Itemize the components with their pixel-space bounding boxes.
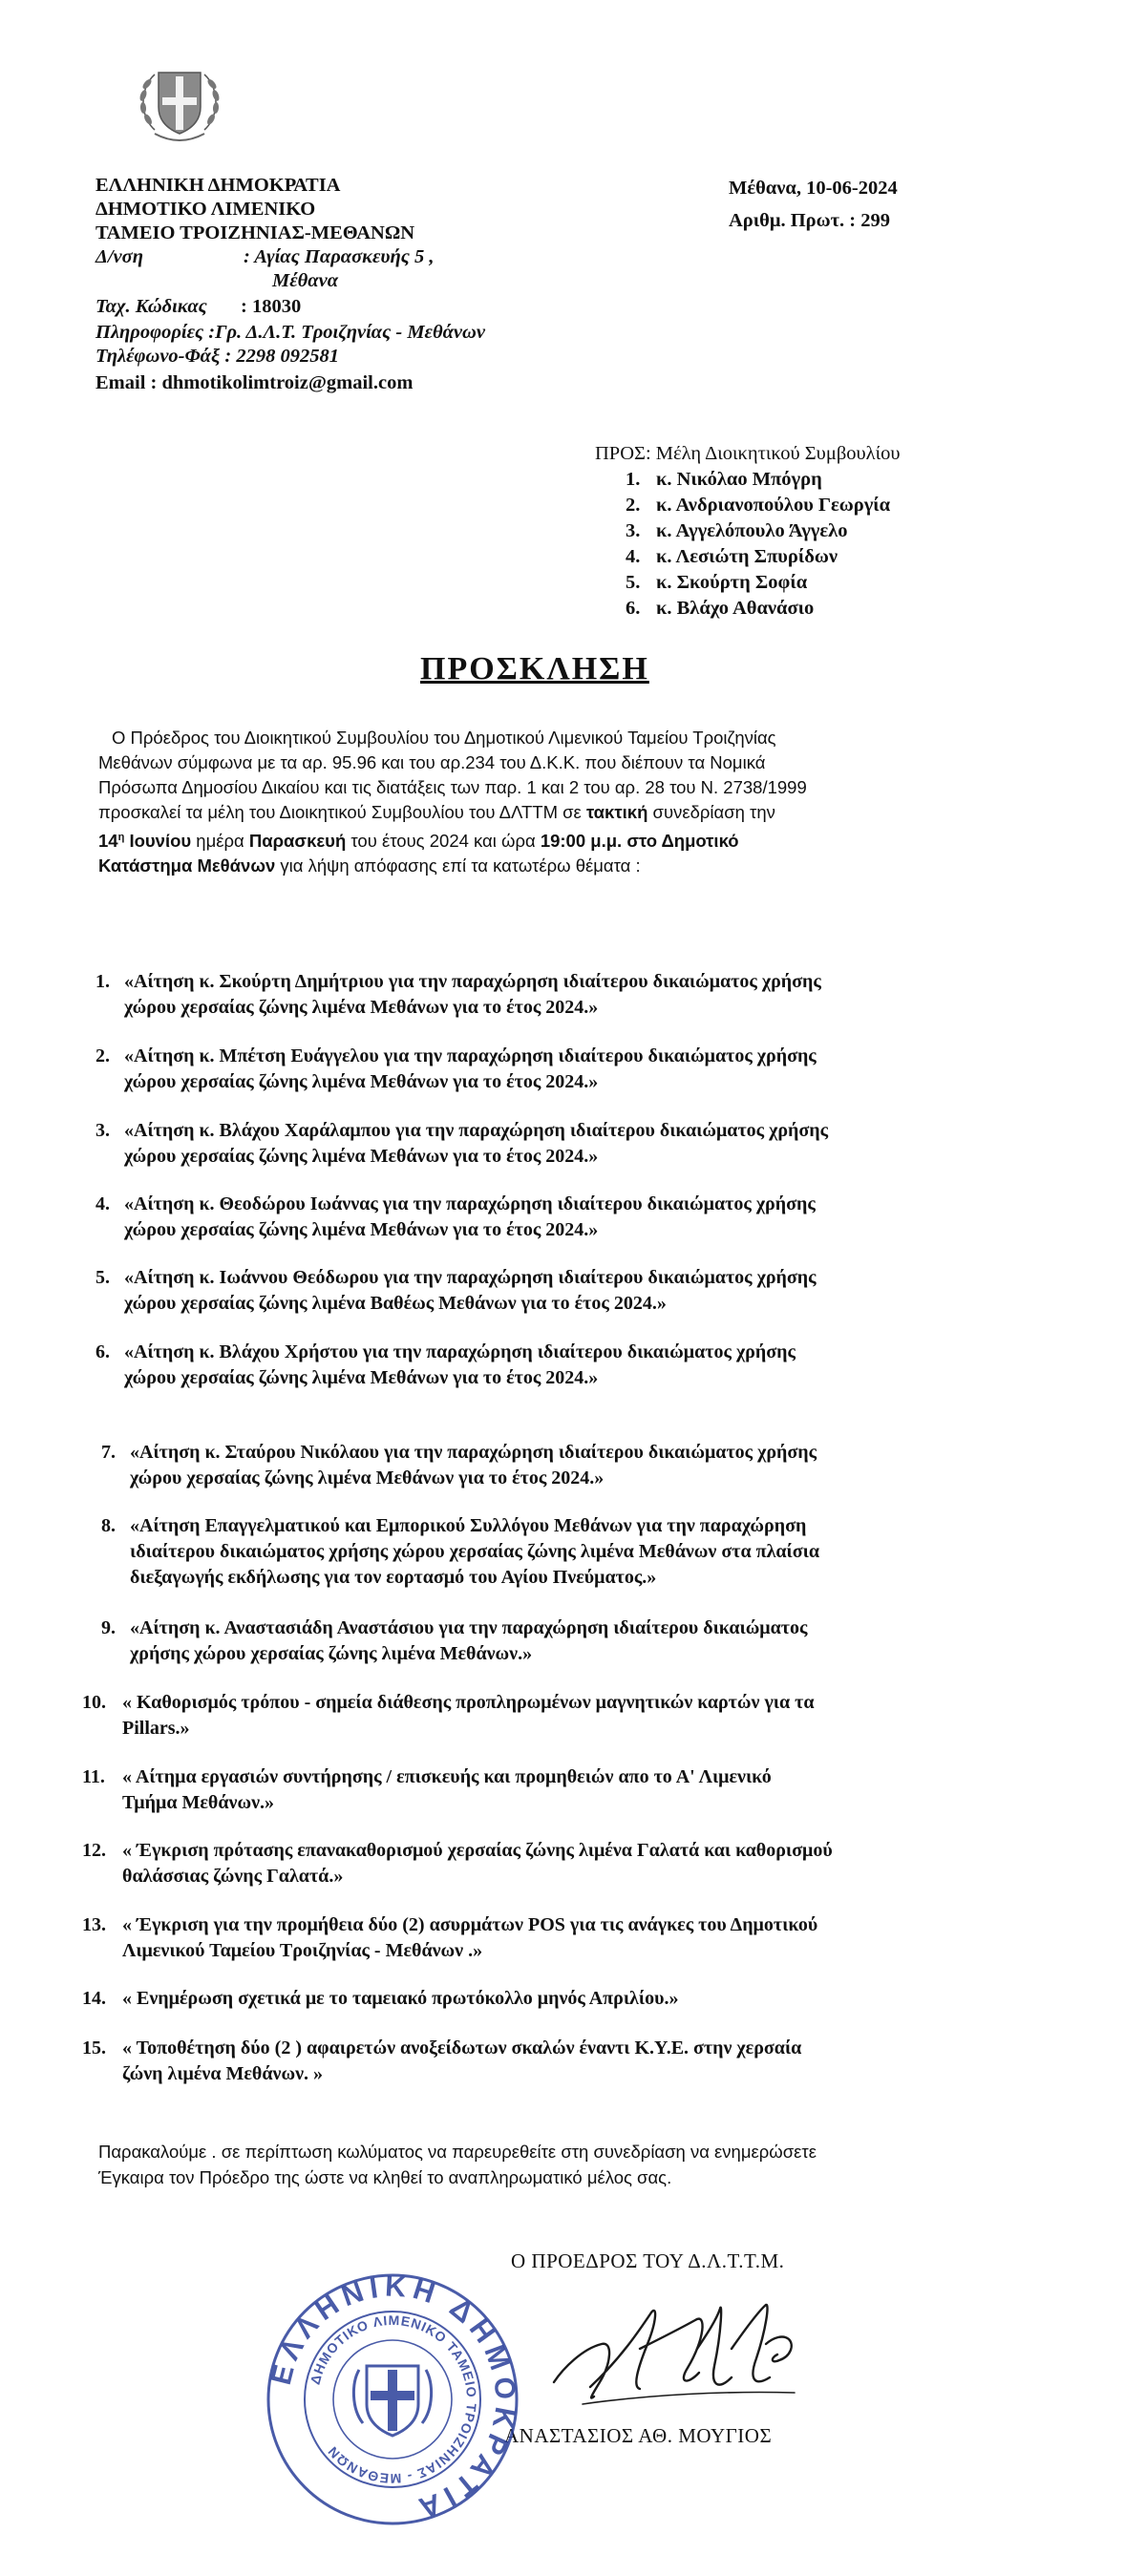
- document-title: ΠΡΟΣΚΛΗΣΗ: [420, 651, 649, 686]
- recipient-number: 1.: [626, 469, 641, 490]
- agenda-item-number: 12.: [82, 1840, 106, 1861]
- agenda-item-text: χώρου χερσαίας ζώνης λιμένα Μεθάνων για το έτος 2024.»: [124, 1219, 599, 1240]
- intro-text: συνεδρίαση την: [647, 802, 775, 822]
- meeting-time-place: 19:00 μ.μ. στο Δημοτικό: [540, 831, 739, 852]
- recipient-name: κ. Λεσιώτη Σπυρίδων: [656, 546, 838, 567]
- agenda-item-number: 11.: [82, 1766, 105, 1787]
- postal-value: : 18030: [241, 296, 302, 317]
- agenda-item-text: « Τοποθέτηση δύο (2 ) αφαιρετών ανοξείδωτων σκαλών έναντι Κ.Υ.Ε. στην χερσαία: [122, 2038, 802, 2059]
- agenda-item-text: Λιμενικού Ταμείου Τροιζηνίας - Μεθάνων .»: [122, 1940, 483, 1961]
- recipient-item: [626, 493, 1130, 518]
- agenda-item-text: ζώνη λιμένα Μεθάνων. »: [122, 2063, 324, 2084]
- recipient-number: 5.: [626, 572, 641, 593]
- agenda-item-text: χώρου χερσαίας ζώνης λιμένα Μεθάνων για το έτος 2024.»: [130, 1467, 605, 1489]
- agenda-item-text: « Έγκριση πρότασης επανακαθορισμού χερσαίας ζώνης λιμένα Γαλατά και καθορισμού: [122, 1840, 833, 1861]
- intro-line: Πρόσωπα Δημοσίου Δικαίου και τις διατάξεις των παρ. 1 και 2 του αρ. 28 του Ν. 2738/1999: [98, 777, 807, 797]
- agenda-item-number: 2.: [96, 1045, 110, 1066]
- address-label: Δ/νση: [96, 246, 143, 267]
- agenda-item: [101, 1513, 1085, 1596]
- recipients-block: [595, 441, 1130, 622]
- recipient-name: κ. Βλάχο Αθανάσιο: [656, 598, 815, 619]
- agenda-item-text: χρήσης χώρου χερσαίας ζώνης λιμένα Μεθάνων.»: [130, 1643, 533, 1664]
- signatory-role: Ο ΠΡΟΕΔΡΟΣ ΤΟΥ Δ.Λ.Τ.Τ.Μ.: [511, 2249, 785, 2272]
- org-name-line2: ΤΑΜΕΙΟ ΤΡΟΙΖΗΝΙΑΣ-ΜΕΘΑΝΩΝ: [96, 222, 415, 243]
- intro-line: [98, 825, 1063, 854]
- agenda-item-number: 10.: [82, 1692, 106, 1713]
- recipient-name: κ. Ανδριανοπούλου Γεωργία: [656, 495, 891, 516]
- recipient-name: κ. Σκούρτη Σοφία: [656, 572, 808, 593]
- intro-line: Μεθάνων σύμφωνα με τα αρ. 95.96 και του αρ.234 του Δ.Κ.Κ. που διέπουν τα Νομικά: [98, 752, 766, 772]
- agenda-item-text: χώρου χερσαίας ζώνης λιμένα Μεθάνων για το έτος 2024.»: [124, 1071, 599, 1092]
- agenda-item: [96, 1192, 1060, 1249]
- agenda-item-text: «Αίτηση κ. Σκούρτη Δημήτριου για την παραχώρηση ιδιαίτερου δικαιώματος χρήσης: [124, 971, 821, 992]
- recipient-name: κ. Νικόλαο Μπόγρη: [656, 469, 822, 490]
- agenda-item-number: 1.: [96, 971, 110, 992]
- recipient-name: κ. Αγγελόπουλο Άγγελο: [656, 520, 848, 541]
- country-name: ΕΛΛΗΝΙΚΗ ΔΗΜΟΚΡΑΤΙΑ: [96, 175, 341, 196]
- agenda-item-text: «Αίτηση κ. Βλάχου Χαράλαμπου για την παραχώρηση ιδιαίτερου δικαιώματος χρήσης: [124, 1120, 829, 1141]
- signatory-name: ΑΝΑΣΤΑΣΙΟΣ ΑΘ. ΜΟΥΓΙΟΣ: [504, 2424, 773, 2447]
- agenda-item-text: «Αίτηση Επαγγελματικού και Εμπορικού Συλλόγου Μεθάνων για την παραχώρηση: [130, 1515, 807, 1536]
- postal-label: Ταχ. Κώδικας: [96, 296, 207, 317]
- recipient-number: 4.: [626, 546, 641, 567]
- agenda-item-number: 4.: [96, 1193, 110, 1214]
- document-reference: [729, 172, 1111, 237]
- document-date: Μέθανα, 10-06-2024: [729, 178, 898, 199]
- recipient-item: [626, 596, 1130, 622]
- agenda-item-number: 8.: [101, 1515, 116, 1536]
- svg-text:ΕΛΛΗΝΙΚΗ ΔΗΜΟΚΡΑΤΙΑ: ΕΛΛΗΝΙΚΗ ΔΗΜΟΚΡΑΤΙΑ: [265, 2270, 521, 2525]
- agenda-item-text: ιδιαίτερου δικαιώματος χρήσης χώρου χερσαίας ζώνης λιμένα Μεθάνων στα πλαίσια: [130, 1541, 820, 1562]
- agenda-item-text: « Έγκριση για την προμήθεια δύο (2) ασυρμάτων POS για τις ανάγκες του Δημοτικού: [122, 1914, 818, 1935]
- email-line: Email : dhmotikolimtroiz@gmail.com: [96, 372, 414, 393]
- agenda-item: [96, 1118, 1060, 1175]
- agenda-item: [82, 1986, 1066, 2015]
- agenda-item: [96, 1044, 1060, 1101]
- agenda-item-text: χώρου χερσαίας ζώνης λιμένα Μεθάνων για το έτος 2024.»: [124, 1367, 599, 1388]
- agenda-item: [82, 1912, 1066, 1970]
- agenda-item: [82, 2036, 1066, 2093]
- agenda-item-text: «Αίτηση κ. Ιωάννου Θεόδωρου για την παραχώρηση ιδιαίτερου δικαιώματος χρήσης: [124, 1267, 817, 1288]
- agenda-item: [82, 1690, 1066, 1747]
- recipient-item: [626, 544, 1130, 570]
- agenda-item-text: χώρου χερσαίας ζώνης λιμένα Μεθάνων για το έτος 2024.»: [124, 997, 599, 1018]
- address-value: : Αγίας Παρασκευής 5 ,: [244, 246, 435, 267]
- intro-line: [98, 800, 1063, 825]
- address-city-row: [96, 269, 630, 295]
- agenda-item-number: 14.: [82, 1988, 106, 2009]
- address-city: Μέθανα: [272, 270, 339, 291]
- agenda-item: [82, 1764, 1066, 1822]
- coat-of-arms-emblem: [134, 59, 225, 164]
- agenda-item-number: 15.: [82, 2038, 106, 2059]
- agenda-item: [101, 1615, 1066, 1673]
- agenda-item-text: θαλάσσιας ζώνης Γαλατά.»: [122, 1866, 344, 1887]
- recipient-number: 3.: [626, 520, 641, 541]
- meeting-month: Ιουνίου: [124, 831, 192, 852]
- agenda-item-text: διεξαγωγής εκδήλωσης για τον εορτασμό του Αγίου Πνεύματος.»: [130, 1567, 657, 1588]
- agenda-item-text: χώρου χερσαίας ζώνης λιμένα Μεθάνων για το έτος 2024.»: [124, 1146, 599, 1167]
- svg-text:ΔΗΜΟΤΙΚΟ ΛΙΜΕΝΙΚΟ ΤΑΜΕΙΟ ΤΡΟΙΖ: ΔΗΜΟΤΙΚΟ ΛΙΜΕΝΙΚΟ ΤΑΜΕΙΟ ΤΡΟΙΖΗΝΙΑΣ - ΜΕΘΑΝΩΝ: [307, 2312, 480, 2487]
- agenda-item: [101, 1440, 1066, 1497]
- meeting-type: τακτική: [585, 802, 648, 822]
- intro-text: προσκαλεί τα μέλη του Διοικητικού Συμβουλίου του ΔΛΤΤΜ σε: [98, 802, 586, 822]
- intro-paragraph: [98, 726, 1063, 878]
- recipients-label: ΠΡΟΣ: Μέλη Διοικητικού Συμβουλίου: [595, 443, 901, 464]
- intro-text: ημέρα: [191, 831, 249, 852]
- meeting-day: 14: [98, 831, 118, 852]
- meeting-place: Κατάστημα Μεθάνων: [98, 855, 276, 876]
- postal-row: [96, 295, 630, 321]
- agenda-item-text: «Αίτηση κ. Σταύρου Νικόλαου για την παραχώρηση ιδιαίτερου δικαιώματος χρήσης: [130, 1442, 817, 1463]
- agenda-item-text: χώρου χερσαίας ζώνης λιμένα Βαθέως Μεθάνων για το έτος 2024.»: [124, 1293, 667, 1314]
- agenda-item-text: «Αίτηση κ. Θεοδώρου Ιωάννας για την παραχώρηση ιδιαίτερου δικαιώματος χρήσης: [124, 1193, 816, 1214]
- agenda-item-text: Τμήμα Μεθάνων.»: [122, 1792, 275, 1813]
- agenda-item-text: « Ενημέρωση σχετικά με το ταμειακό πρωτόκολλο μηνός Απριλίου.»: [122, 1988, 679, 2009]
- intro-text: του έτους 2024 και ώρα: [346, 831, 541, 852]
- agenda-item: [96, 1265, 1060, 1322]
- agenda-item-number: 13.: [82, 1914, 106, 1935]
- ordinal-suffix: η: [117, 832, 125, 843]
- meeting-weekday: Παρασκευή: [248, 831, 347, 852]
- intro-line: [98, 854, 1063, 878]
- handwritten-signature: [544, 2291, 831, 2425]
- agenda-item: [82, 1838, 1066, 1895]
- recipient-number: 2.: [626, 495, 641, 516]
- agenda-item-text: « Καθορισμός τρόπου - σημεία διάθεσης προπληρωμένων μαγνητικών καρτών για τα: [122, 1692, 815, 1713]
- closing-paragraph: [98, 2139, 1082, 2190]
- sender-header: [96, 174, 630, 395]
- agenda-item-text: Pillars.»: [122, 1718, 190, 1739]
- agenda-item-number: 9.: [101, 1617, 116, 1638]
- protocol-number: Αριθμ. Πρωτ. : 299: [729, 210, 891, 231]
- agenda-item-text: «Αίτηση κ. Μπέτση Ευάγγελου για την παραχώρηση ιδιαίτερου δικαιώματος χρήσης: [124, 1045, 817, 1066]
- closing-line: Έγκαιρα τον Πρόεδρο της ώστε να κληθεί το αναπληρωματικό μέλος σας.: [98, 2167, 672, 2187]
- recipient-item: [626, 570, 1130, 596]
- intro-text: για λήψη απόφασης επί τα κατωτέρω θέματα :: [275, 855, 641, 876]
- recipient-number: 6.: [626, 598, 641, 619]
- agenda-item-text: «Αίτηση κ. Βλάχου Χρήστου για την παραχώρηση ιδιαίτερου δικαιώματος χρήσης: [124, 1341, 796, 1362]
- intro-line: Ο Πρόεδρος του Διοικητικού Συμβουλίου του Δημοτικού Λιμενικού Ταμείου Τροιζηνίας: [112, 728, 776, 748]
- agenda-item-number: 7.: [101, 1442, 116, 1463]
- org-name-line1: ΔΗΜΟΤΙΚΟ ΛΙΜΕΝΙΚΟ: [96, 199, 316, 220]
- agenda-item-number: 3.: [96, 1120, 110, 1141]
- agenda-item-text: « Αίτημα εργασιών συντήρησης / επισκευής και προμηθειών απο το Α' Λιμενικό: [122, 1766, 772, 1787]
- agenda-item: [96, 1340, 1060, 1397]
- agenda-item-number: 5.: [96, 1267, 110, 1288]
- agenda-item: [96, 969, 1060, 1026]
- closing-line: Παρακαλούμε . σε περίπτωση κωλύματος να παρευρεθείτε στη συνεδρίαση να ενημερώσετε: [98, 2142, 817, 2162]
- address-row: [96, 245, 630, 269]
- phone-line: Τηλέφωνο-Φάξ : 2298 092581: [96, 346, 339, 367]
- recipient-item: [626, 518, 1130, 544]
- info-line: Πληροφορίες :Γρ. Δ.Λ.Τ. Τροιζηνίας - Μεθάνων: [96, 322, 485, 343]
- agenda-item-text: «Αίτηση κ. Αναστασιάδη Αναστάσιου για την παραχώρηση ιδιαίτερου δικαιώματος: [130, 1617, 808, 1638]
- recipient-item: [626, 467, 1130, 493]
- recipients-list: [595, 467, 1130, 622]
- agenda-item-number: 6.: [96, 1341, 110, 1362]
- official-stamp-seal: [264, 2270, 521, 2528]
